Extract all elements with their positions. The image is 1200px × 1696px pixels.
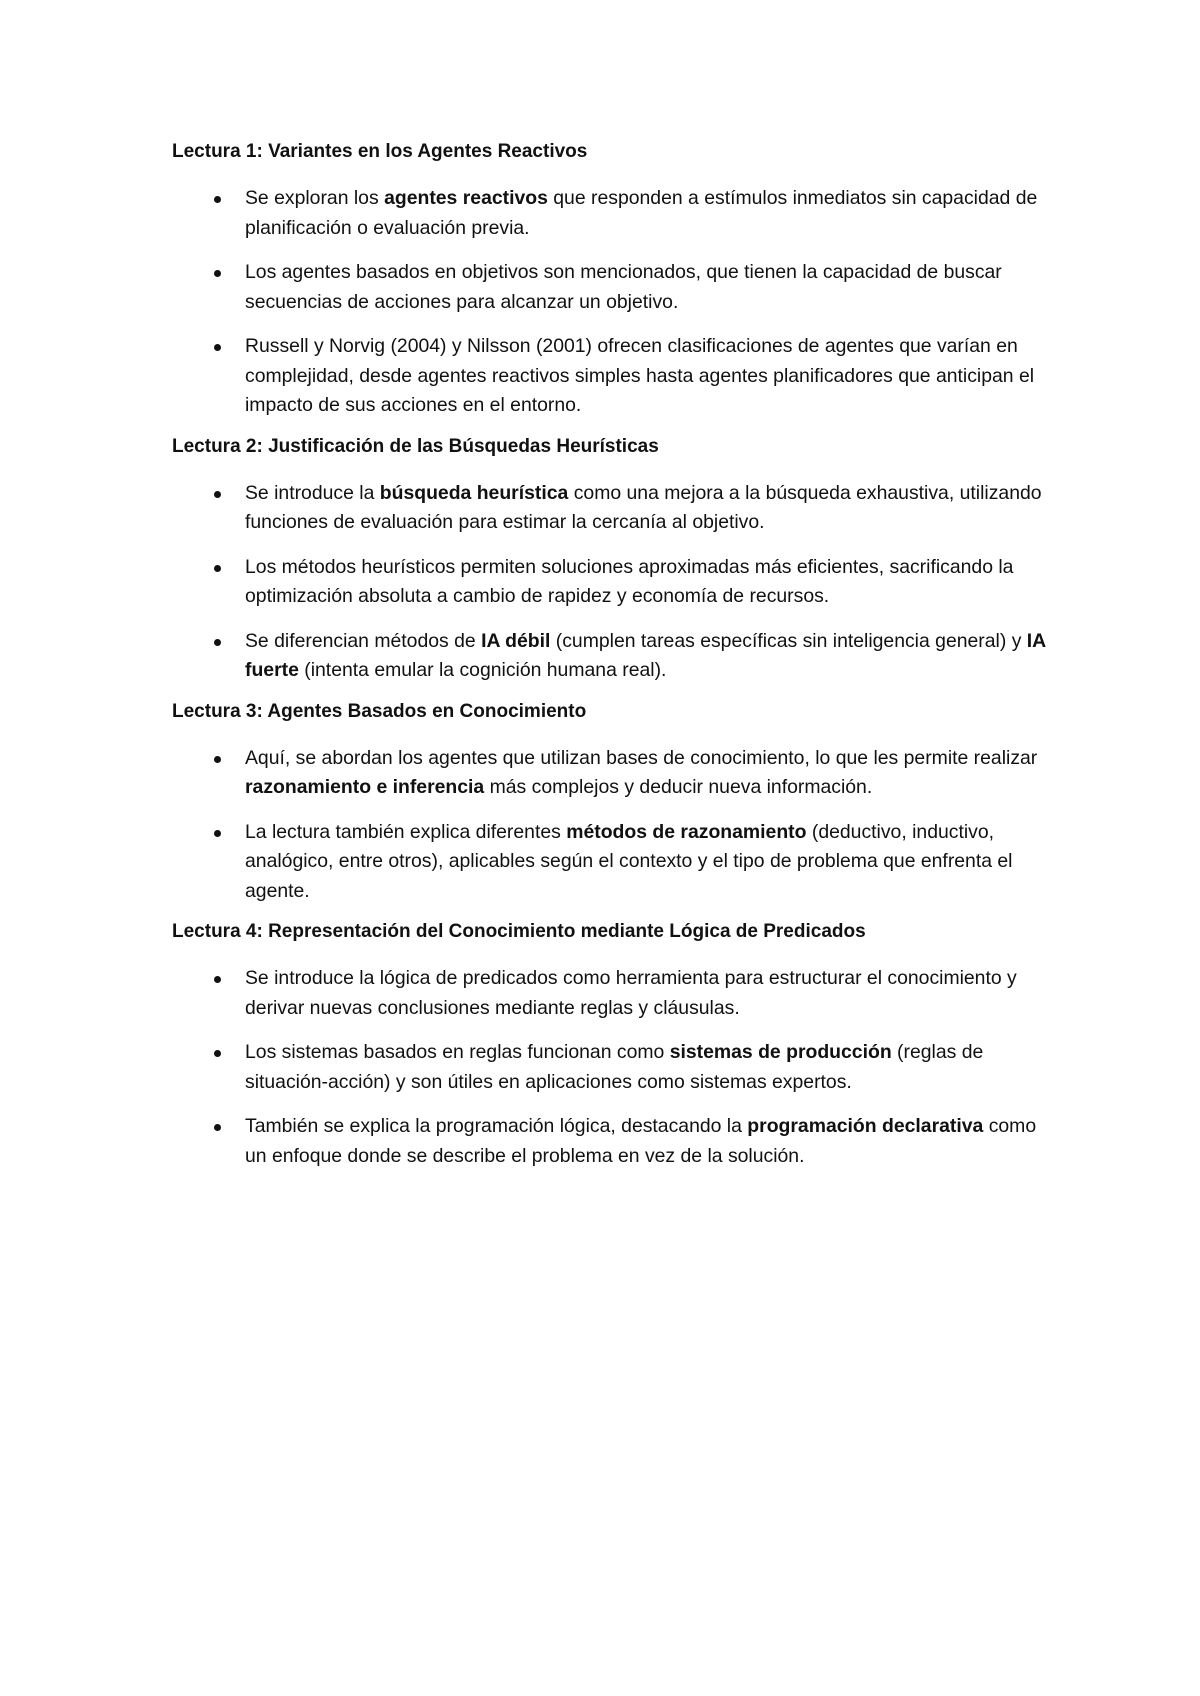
list-item-text xyxy=(245,261,1002,313)
bullet-icon xyxy=(214,756,221,763)
bold-term: IA débil xyxy=(481,629,551,652)
bullet-icon xyxy=(214,196,221,203)
bold-term: programación declarativa xyxy=(747,1115,984,1137)
bullet-icon xyxy=(214,344,221,351)
list-item xyxy=(172,479,1052,538)
list-item xyxy=(172,627,1052,686)
list-item-text xyxy=(245,821,1013,902)
list-item-text xyxy=(245,967,1017,1019)
section-heading: Lectura 2: Justificación de las Búsquedas Heurísticas xyxy=(172,435,659,457)
text-segment: más complejos y deducir nueva información. xyxy=(484,776,873,798)
section-heading: Lectura 1: Variantes en los Agentes Reactivos xyxy=(172,141,588,162)
bullet-icon xyxy=(214,1050,221,1057)
list-item-text xyxy=(245,747,1037,799)
list-item-text xyxy=(245,1115,1036,1167)
bold-term: agentes reactivos xyxy=(384,187,548,209)
text-segment: Los agentes basados en objetivos son mencionados, que tienen la capacidad de buscar secuencias de acciones para alcanzar un objetivo. xyxy=(245,261,1002,313)
bold-term: búsqueda heurística xyxy=(379,481,569,504)
bold-term: métodos de razonamiento xyxy=(566,820,807,843)
bullet-list xyxy=(172,964,1052,1171)
list-item-text xyxy=(245,482,1042,534)
bullet-icon xyxy=(214,270,221,277)
bullet-list xyxy=(172,479,1052,686)
text-segment: como un enfoque donde se describe el problema en vez de la solución. xyxy=(245,1115,1037,1167)
list-item xyxy=(172,744,1052,803)
text-segment: como una mejora a la búsqueda exhaustiva, utilizando funciones de evaluación para estimar la cercanía al objetivo. xyxy=(245,481,1042,533)
list-item-text xyxy=(245,556,1013,608)
list-item xyxy=(172,964,1052,1023)
list-item-text xyxy=(245,187,1037,239)
text-segment: (reglas de situación-acción) y son útiles en aplicaciones como sistemas expertos. xyxy=(245,1041,984,1093)
bold-term: razonamiento e inferencia xyxy=(245,776,485,798)
bullet-icon xyxy=(214,639,221,646)
bullet-icon xyxy=(214,830,221,837)
text-segment: Los métodos heurísticos permiten soluciones aproximadas más eficientes, sacrificando la optimización absoluta a cambio de rapidez y economía de recursos. xyxy=(245,555,1014,607)
bold-term: sistemas de producción xyxy=(669,1041,892,1063)
text-segment: (cumplen tareas específicas sin inteligencia general) y xyxy=(550,629,1027,652)
text-segment: Russell y Norvig (2004) y Nilsson (2001) ofrecen clasificaciones de agentes que varían en complejidad, desde agentes reactivos simples hasta agentes planificadores que anticipan el impacto de sus acciones en el entorno. xyxy=(245,335,1035,416)
bullet-icon xyxy=(214,1124,221,1131)
list-item-text xyxy=(245,630,1045,682)
bullet-list xyxy=(172,184,1052,421)
section-heading: Lectura 4: Representación del Conocimiento mediante Lógica de Predicados xyxy=(172,921,866,942)
bold-term: IA fuerte xyxy=(245,629,1046,681)
section-heading: Lectura 3: Agentes Basados en Conocimiento xyxy=(172,700,587,722)
list-item xyxy=(172,1112,1052,1171)
text-segment: La lectura también explica diferentes xyxy=(245,820,567,843)
section-lectura-4 xyxy=(172,920,1052,1171)
text-segment: Se introduce la lógica de predicados como herramienta para estructurar el conocimiento y derivar nuevas conclusiones mediante reglas y cláusulas. xyxy=(245,967,1017,1019)
bullet-icon xyxy=(214,976,221,983)
document-page xyxy=(172,140,1052,1185)
list-item xyxy=(172,184,1052,243)
bullet-list xyxy=(172,744,1052,907)
list-item-text xyxy=(245,1041,983,1093)
text-segment: (deductivo, inductivo, analógico, entre otros), aplicables según el contexto y el tipo de problema que enfrenta el agente. xyxy=(245,820,1013,902)
list-item xyxy=(172,332,1052,421)
list-item xyxy=(172,1038,1052,1097)
text-segment: También se explica la programación lógica, destacando la xyxy=(245,1115,748,1137)
text-segment: (intenta emular la cognición humana real). xyxy=(298,659,667,681)
text-segment: Los sistemas basados en reglas funcionan como xyxy=(245,1041,670,1063)
text-segment: Se exploran los xyxy=(245,187,385,209)
text-segment: Se diferencian métodos de xyxy=(245,629,482,652)
bullet-icon xyxy=(214,491,221,498)
list-item xyxy=(172,818,1052,907)
section-lectura-2 xyxy=(172,435,1052,686)
list-item xyxy=(172,258,1052,317)
list-item xyxy=(172,553,1052,612)
text-segment: Se introduce la xyxy=(245,481,380,504)
text-segment: que responden a estímulos inmediatos sin capacidad de planificación o evaluación previa. xyxy=(245,187,1038,239)
list-item-text xyxy=(245,335,1034,416)
bullet-icon xyxy=(214,565,221,572)
section-lectura-3 xyxy=(172,700,1052,907)
section-lectura-1 xyxy=(172,140,1052,421)
text-segment: Aquí, se abordan los agentes que utilizan bases de conocimiento, lo que les permite realizar xyxy=(245,746,1038,769)
